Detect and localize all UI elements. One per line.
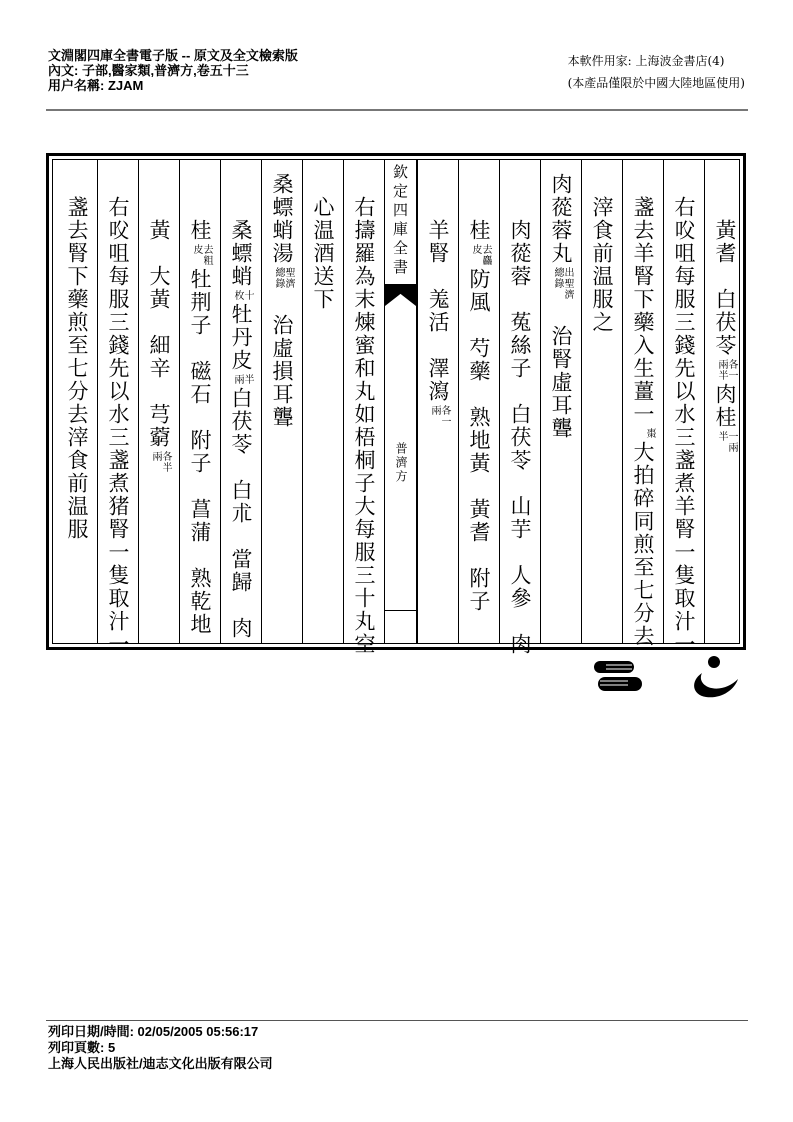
column-text bbox=[550, 173, 572, 440]
publisher-seal-logo-icon bbox=[684, 655, 744, 705]
column-text bbox=[271, 173, 293, 429]
main-text: 右㕮咀每服三錢先以水三盞煮羊腎一隻取汁一 bbox=[672, 196, 696, 656]
text-column-right bbox=[663, 160, 704, 656]
main-text: 心温酒送下 bbox=[311, 196, 335, 311]
text-column-right bbox=[704, 160, 745, 643]
header-license bbox=[568, 50, 745, 94]
column-text bbox=[66, 196, 88, 541]
interlinear-note: 一兩半 bbox=[716, 431, 737, 453]
main-text: 防風 芍藥 熟地黃 黃耆 附子 bbox=[467, 268, 491, 613]
interlinear-note: 十枚 bbox=[232, 290, 253, 301]
main-text: 右㕮咀每服三錢先以水三盞煮猪腎一隻取汁一 bbox=[106, 196, 130, 656]
header-restriction: (本產品僅限於中國大陸地區使用) bbox=[567, 76, 745, 90]
interlinear-note: 聖濟總錄 bbox=[273, 267, 294, 289]
column-text bbox=[714, 219, 736, 455]
text-page-inner bbox=[52, 159, 740, 656]
print-datetime: 列印日期/時間: 02/05/2005 05:56:17 bbox=[48, 1024, 259, 1039]
text-column-left bbox=[302, 160, 343, 643]
main-text: 肉蓯蓉丸 bbox=[549, 173, 573, 265]
column-text bbox=[632, 196, 654, 648]
center-title: 欽定四庫全書 bbox=[391, 164, 409, 278]
footer-info bbox=[48, 1024, 273, 1072]
column-text bbox=[673, 196, 695, 656]
main-text: 盞去羊腎下藥入生薑一 bbox=[631, 196, 655, 426]
center-strip bbox=[384, 160, 417, 643]
main-text: 大拍碎同煎至七分去 bbox=[631, 441, 655, 648]
interlinear-note: 各一兩半 bbox=[716, 359, 737, 381]
print-pages: 列印頁數: 5 bbox=[48, 1040, 116, 1055]
text-column-left bbox=[343, 160, 384, 656]
main-text: 治腎虛耳聾 bbox=[549, 302, 573, 440]
publisher: 上海人民出版社/迪志文化出版有限公司 bbox=[48, 1056, 273, 1071]
text-column-left bbox=[53, 160, 97, 643]
interlinear-note: 各半兩 bbox=[150, 451, 171, 473]
text-column-right bbox=[417, 160, 458, 643]
header-divider bbox=[46, 109, 748, 111]
interlinear-note: 去麤皮 bbox=[470, 244, 491, 266]
text-column-right bbox=[540, 160, 581, 643]
main-text: 牡丹皮 bbox=[229, 303, 253, 372]
main-text: 白茯苓 白朮 當歸 肉 bbox=[229, 387, 253, 640]
main-text: 盞去腎下藥煎至七分去滓食前温服 bbox=[65, 196, 89, 541]
column-text bbox=[148, 219, 170, 475]
interlinear-note: 去粗皮 bbox=[191, 244, 212, 266]
column-text bbox=[591, 196, 613, 334]
text-column-right bbox=[581, 160, 622, 643]
fishtail-mark bbox=[385, 284, 416, 306]
main-text: 桑螵蛸湯 bbox=[270, 173, 294, 265]
column-text bbox=[230, 219, 252, 640]
text-page-frame bbox=[46, 153, 746, 656]
main-text: 治虛損耳聾 bbox=[270, 291, 294, 429]
main-text: 右擣羅為末煉蜜和丸如梧桐子大每服三十丸空 bbox=[352, 196, 376, 656]
main-text: 滓食前温服之 bbox=[590, 196, 614, 334]
interlinear-note: 棗 bbox=[644, 428, 655, 439]
header-licensee: 本軟件用家: 上海波金書店(4) bbox=[567, 54, 725, 68]
main-text: 桂 bbox=[467, 219, 491, 242]
center-subtitle: 普濟方 bbox=[394, 442, 408, 484]
column-text bbox=[312, 196, 334, 311]
main-text: 桂 bbox=[188, 219, 212, 242]
column-text bbox=[468, 219, 490, 613]
text-column-left bbox=[138, 160, 179, 643]
main-text: 羊腎 羗活 澤瀉 bbox=[426, 219, 450, 403]
text-column-right bbox=[458, 160, 499, 643]
text-column-left bbox=[261, 160, 302, 643]
center-divider bbox=[385, 610, 416, 611]
interlinear-note: 出聖濟總錄 bbox=[552, 267, 573, 300]
main-text: 黃 大黃 細辛 芎藭 bbox=[147, 219, 171, 449]
text-column-left bbox=[179, 160, 220, 643]
footer-divider bbox=[46, 1020, 748, 1021]
column-text bbox=[189, 219, 211, 636]
column-text bbox=[509, 219, 531, 656]
interlinear-note: 各一兩 bbox=[429, 405, 450, 427]
text-column-left bbox=[220, 160, 261, 643]
column-text bbox=[353, 196, 375, 656]
text-column-right bbox=[499, 160, 540, 656]
header-title: 文淵閣四庫全書電子版 -- 原文及全文檢索版 bbox=[48, 48, 298, 63]
main-text: 桑螵蛸 bbox=[229, 219, 253, 288]
header-user: 用户名稱: ZJAM bbox=[48, 78, 144, 93]
text-column-right bbox=[622, 160, 663, 648]
text-column-left bbox=[97, 160, 138, 656]
main-text: 肉桂 bbox=[713, 383, 737, 429]
header-content-path: 內文: 子部,醫家類,普濟方,卷五十三 bbox=[48, 63, 249, 78]
column-text bbox=[107, 196, 129, 656]
main-text: 肉蓯蓉 菟絲子 白茯苓 山芋 人參 肉 bbox=[508, 219, 532, 656]
interlinear-note: 半兩 bbox=[232, 374, 253, 385]
column-text bbox=[427, 219, 449, 429]
book-stack-logo-icon bbox=[592, 655, 644, 695]
header-info bbox=[48, 48, 298, 93]
main-text: 黃耆 白茯苓 bbox=[713, 219, 737, 357]
main-text: 牡荆子 磁石 附子 菖蒲 熟乾地 bbox=[188, 268, 212, 636]
